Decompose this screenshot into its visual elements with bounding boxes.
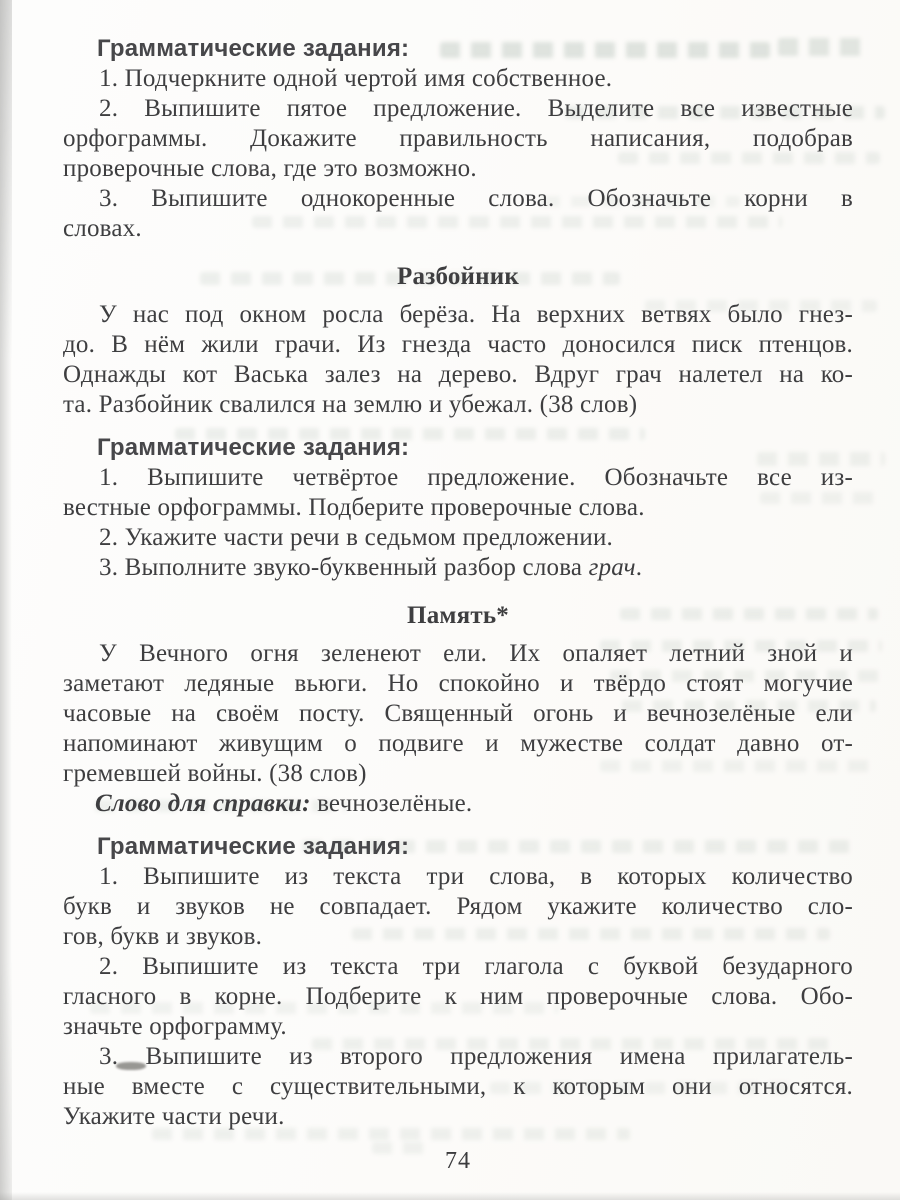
dictation-title: Разбойник bbox=[397, 263, 519, 290]
text-line: букв и звуков не совпадает. Рядом укажите количество сло- bbox=[63, 893, 853, 920]
text-line: заметают ледяные вьюги. Но спокойно и твёрдо стоят могучие bbox=[63, 670, 853, 697]
tasks-heading: Грамматические задания: bbox=[97, 434, 410, 461]
tasks-section-3 bbox=[63, 832, 853, 1132]
bottom-edge-scan-shadow bbox=[0, 1192, 900, 1200]
text-line: орфограммы. Докажите правильность написания, подобрав bbox=[63, 125, 853, 152]
text-line: ные вместе с существительными, к которым они относятся. bbox=[63, 1073, 853, 1100]
tasks-section-1 bbox=[63, 34, 853, 244]
text-line: напоминают живущим о подвиге и мужестве солдат давно от- bbox=[63, 730, 853, 757]
text-line: 1. Выпишите четвёртое предложение. Обозначьте все из- bbox=[99, 464, 853, 491]
text-line: 1. Выпишите из текста три слова, в которых количество bbox=[99, 863, 853, 890]
task-item-text: . bbox=[635, 554, 643, 581]
dictation-title: Память* bbox=[407, 602, 509, 629]
task-item: 1. Подчеркните одной чертой имя собственное. bbox=[99, 65, 613, 92]
page-number: 74 bbox=[445, 1148, 471, 1174]
dictation-text bbox=[63, 300, 853, 420]
text-line: та. Разбойник свалился на землю и убежал. (38 слов) bbox=[63, 391, 638, 418]
tasks-heading: Грамматические задания: bbox=[97, 833, 410, 860]
task-item-italic-word: грач bbox=[588, 554, 636, 581]
text-line: 3. Выпишите однокоренные слова. Обозначьте корни в bbox=[99, 185, 853, 212]
task-item bbox=[63, 463, 853, 523]
text-line: словах. bbox=[63, 215, 142, 242]
text-line: гремевшей войны. (38 слов) bbox=[63, 760, 367, 787]
text-line: 2. Выпишите из текста три глагола с буквой безударного bbox=[99, 953, 853, 980]
text-line: гов, букв и звуков. bbox=[63, 923, 263, 950]
text-line: У нас под окном росла берёза. На верхних ветвях было гнез- bbox=[99, 301, 853, 328]
text-line: вестные орфограммы. Подберите проверочные слова. bbox=[63, 494, 645, 521]
dictation-section-1 bbox=[63, 262, 853, 420]
dictation-text bbox=[63, 639, 853, 789]
text-line: У Вечного огня зеленеют ели. Их опаляет летний зной и bbox=[99, 640, 853, 667]
tasks-heading: Грамматические задания: bbox=[97, 35, 410, 62]
text-line: 3. Выпишите из второго предложения имена прилагатель- bbox=[99, 1043, 853, 1070]
task-item-text: 3. Выполните звуко-буквенный разбор слова bbox=[99, 554, 589, 581]
page-content bbox=[63, 34, 853, 1176]
text-line: Однажды кот Васька залез на дерево. Вдруг грач налетел на ко- bbox=[63, 361, 853, 388]
reference-note bbox=[63, 789, 853, 819]
text-line: 2. Выпишите пятое предложение. Выделите все известные bbox=[99, 95, 853, 122]
task-item bbox=[63, 862, 853, 952]
text-line: проверочные слова, где это возможно. bbox=[63, 155, 477, 182]
left-edge-scan-shadow bbox=[0, 0, 12, 1200]
task-item bbox=[63, 94, 853, 184]
tasks-section-2 bbox=[63, 433, 853, 583]
text-line: Укажите части речи. bbox=[63, 1103, 285, 1130]
task-item bbox=[63, 952, 853, 1042]
task-item: 2. Укажите части речи в седьмом предложении. bbox=[99, 524, 613, 551]
text-line: часовые на своём посту. Священный огонь и вечнозелёные ели bbox=[63, 700, 853, 727]
dictation-section-2 bbox=[63, 601, 853, 819]
reference-value: вечнозелёные. bbox=[310, 790, 473, 817]
text-line: значьте орфограмму. bbox=[63, 1013, 287, 1040]
reference-label: Слово для справки: bbox=[95, 790, 311, 817]
text-line: до. В нём жили грачи. Из гнезда часто доносился писк птенцов. bbox=[63, 331, 853, 358]
task-item bbox=[63, 553, 853, 583]
text-line: гласного в корне. Подберите к ним проверочные слова. Обо- bbox=[63, 983, 853, 1010]
task-item bbox=[63, 184, 853, 244]
task-item bbox=[63, 1042, 853, 1132]
